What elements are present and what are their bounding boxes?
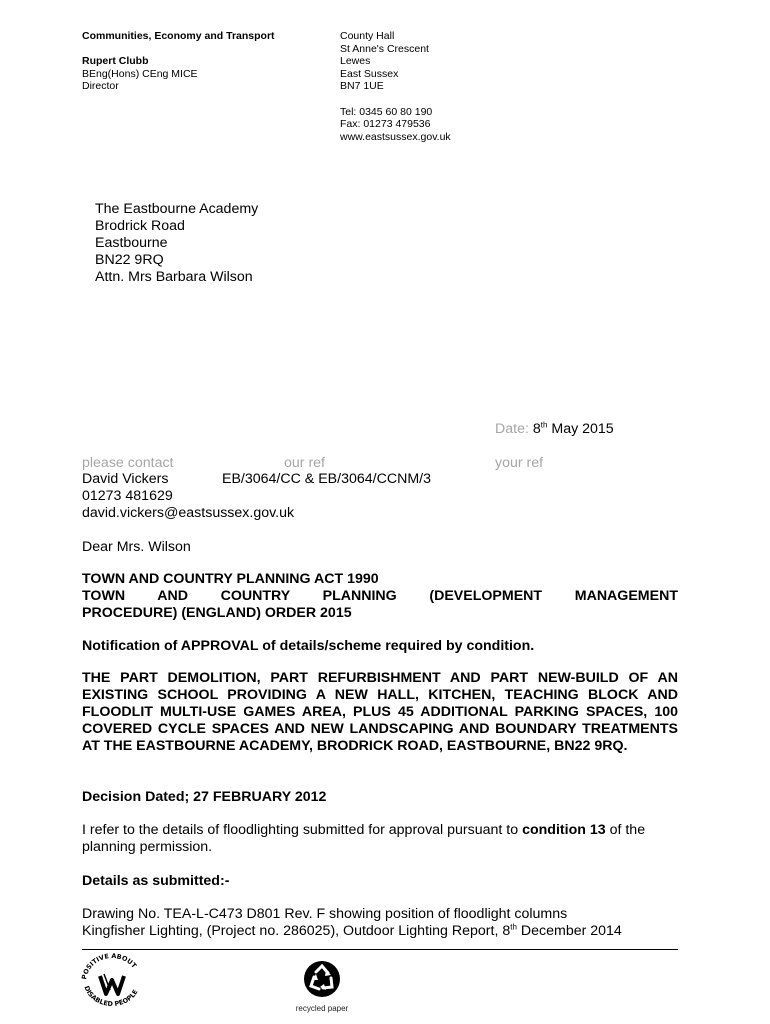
- decision-date: Decision Dated; 27 FEBRUARY 2012: [82, 789, 327, 805]
- report-date-end: December 2014: [516, 923, 622, 939]
- department-name: Communities, Economy and Transport: [82, 30, 275, 42]
- date-day: 8: [532, 421, 541, 437]
- contact-email[interactable]: david.vickers@eastsussex.gov.uk: [82, 505, 295, 521]
- act-heading: [82, 571, 678, 622]
- refer-text-end: of the planning permission.: [82, 822, 646, 855]
- recycle-icon: [302, 960, 342, 998]
- telephone: Tel: 0345 60 80 190: [340, 105, 433, 118]
- date-suffix: th: [540, 420, 548, 430]
- director-role: Director: [82, 80, 119, 93]
- recipient-line: Brodrick Road: [95, 218, 185, 234]
- notification-heading: Notification of APPROVAL of details/scheme required by condition.: [82, 638, 535, 654]
- address-line: St Anne's Crescent: [340, 42, 429, 55]
- report-text: Kingfisher Lighting, (Project no. 286025), Outdoor Lighting Report, 8: [82, 923, 511, 939]
- date-month-year: May 2015: [551, 421, 614, 437]
- contact-phone: 01273 481629: [82, 488, 173, 504]
- development-description: THE PART DEMOLITION, PART REFURBISHMENT AND PART NEW-BUILD OF AN EXISTING SCHOOL PROVIDING A NEW HALL, KITCHEN, TEACHING BLOCK AND FLOODLIT MULTI-USE GAMES AREA, PLUS 45 ADDITIONAL PARKING SPACES, 100 COVERED CYCLE SPACES AND NEW LANDSCAPING AND BOUNDARY TREATMENTS AT THE EASTBOURNE ACADEMY, BRODRICK ROAD, EASTBOURNE, BN22 9RQ.: [82, 670, 678, 754]
- recipient-line: BN22 9RQ: [95, 252, 164, 268]
- website: www.eastsussex.gov.uk: [340, 130, 451, 143]
- fax: Fax: 01273 479536: [340, 118, 431, 131]
- contact-name: David Vickers: [82, 471, 169, 487]
- footer-divider: [82, 949, 678, 950]
- salutation: Dear Mrs. Wilson: [82, 539, 191, 555]
- your-ref-label: your ref: [495, 455, 544, 471]
- recipient-line: The Eastbourne Academy: [95, 201, 259, 217]
- disability-confident-logo: [78, 952, 146, 1008]
- submitted-details: [82, 906, 692, 940]
- address-line: Lewes: [340, 55, 371, 68]
- recipient-line: Eastbourne: [95, 235, 168, 251]
- address-line: County Hall: [340, 30, 395, 42]
- date-label: Date:: [495, 421, 529, 437]
- director-qualifications: BEng(Hons) CEng MICE: [82, 67, 198, 80]
- details-heading: Details as submitted:-: [82, 873, 230, 889]
- svg-text:DISABLED PEOPLE: DISABLED PEOPLE: [82, 984, 140, 1008]
- recipient-address: [95, 201, 395, 286]
- condition-reference: condition 13: [522, 822, 606, 838]
- our-ref-value: EB/3064/CC & EB/3064/CCNM/3: [222, 471, 431, 487]
- refer-paragraph: [82, 822, 678, 856]
- letter-date: [495, 421, 614, 438]
- recycled-paper-logo: [290, 960, 354, 1013]
- director-name: Rupert Clubb: [82, 55, 149, 68]
- act-line: PROCEDURE) (ENGLAND) ORDER 2015: [82, 605, 352, 621]
- recipient-line: Attn. Mrs Barbara Wilson: [95, 269, 253, 285]
- contact-details: [82, 471, 582, 522]
- recycle-caption: recycled paper: [295, 1004, 349, 1013]
- disability-logo-icon: [78, 952, 146, 1008]
- please-contact-label: please contact: [82, 455, 174, 471]
- refer-text: I refer to the details of floodlighting submitted for approval pursuant to: [82, 822, 523, 838]
- report-line: [82, 923, 692, 940]
- drawing-line: Drawing No. TEA-L-C473 D801 Rev. F showing position of floodlight columns: [82, 906, 568, 922]
- report-date-suffix: th: [510, 922, 517, 932]
- svg-text:POSITIVE ABOUT: POSITIVE ABOUT: [80, 952, 139, 981]
- act-line: TOWN AND COUNTRY PLANNING ACT 1990: [82, 571, 379, 587]
- address-line: East Sussex: [340, 67, 399, 80]
- our-ref-label: our ref: [284, 455, 326, 471]
- council-address: [340, 30, 540, 143]
- address-line: BN7 1UE: [340, 80, 384, 93]
- contact-labels: [0, 455, 770, 472]
- sender-block: [82, 30, 322, 93]
- act-line: TOWN AND COUNTRY PLANNING (DEVELOPMENT MANAGEMENT: [82, 588, 678, 604]
